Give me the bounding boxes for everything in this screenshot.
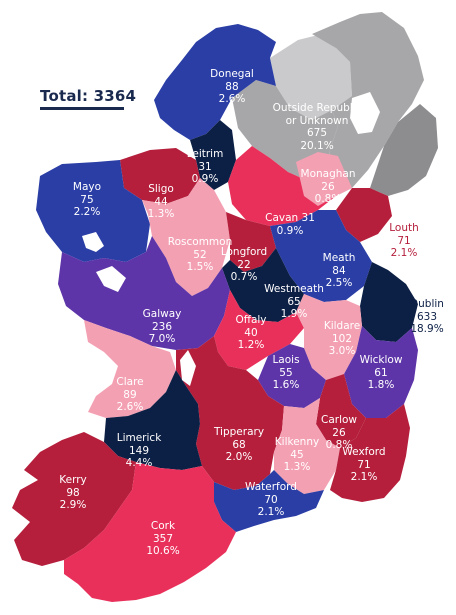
county-label-offaly xyxy=(235,314,266,352)
county-name: Leitrim xyxy=(186,148,224,160)
county-name: Galway xyxy=(142,308,182,320)
county-pct: 0.8% xyxy=(325,439,353,451)
county-count: 71 xyxy=(357,458,371,471)
county-count: 357 xyxy=(152,532,174,545)
county-label-limerick xyxy=(117,432,162,470)
county-name: Cavan 31 xyxy=(265,212,315,224)
county-name: Wexford xyxy=(342,446,386,458)
county-pct: 2.1% xyxy=(257,506,285,518)
county-name: Laois xyxy=(272,354,300,366)
county-count: 75 xyxy=(80,193,94,206)
county-label-wicklow xyxy=(360,354,403,392)
county-name: Dublin xyxy=(410,298,444,310)
county-count: 70 xyxy=(264,493,278,506)
county-pct: 2.0% xyxy=(225,451,253,463)
county-name: Kerry xyxy=(59,474,87,486)
county-label-wexford xyxy=(342,446,385,484)
county-pct: 1.8% xyxy=(367,379,395,391)
county-count: 61 xyxy=(374,366,388,379)
county-label-sligo xyxy=(148,183,175,221)
county-pct: 1.2% xyxy=(237,339,265,351)
county-count: 22 xyxy=(237,258,251,271)
county-name: Kildare xyxy=(323,320,361,332)
county-pct: 1.3% xyxy=(283,461,311,473)
county-label-monaghan xyxy=(301,168,356,206)
county-label-laois xyxy=(272,354,299,392)
county-label-longford xyxy=(221,246,267,284)
county-label-mayo xyxy=(73,181,101,219)
county-count: 633 xyxy=(416,310,438,323)
county-pct: 7.0% xyxy=(148,333,176,345)
county-name: Outside Republic xyxy=(272,102,362,114)
county-name: Tipperary xyxy=(213,426,265,438)
county-label-cavan xyxy=(265,212,315,237)
county-label-kilkenny xyxy=(275,436,319,474)
county-pct: 2.6% xyxy=(116,401,144,413)
county-count: 102 xyxy=(331,332,353,345)
county-pct: 2.1% xyxy=(390,247,418,259)
county-label-tipperary xyxy=(214,426,264,464)
county-pct: 1.3% xyxy=(147,208,175,220)
county-count: 149 xyxy=(128,444,150,457)
county-label-waterford xyxy=(245,481,297,519)
county-pct: 20.1% xyxy=(300,139,334,152)
county-pct: 0.9% xyxy=(191,173,219,185)
county-name: Carlow xyxy=(320,414,358,426)
county-name: Roscommon xyxy=(167,236,233,248)
county-count: 71 xyxy=(397,234,411,247)
county-name: Kilkenny xyxy=(274,436,320,448)
county-label-kerry xyxy=(59,474,87,512)
county-name: Westmeath xyxy=(264,283,324,295)
county-pct: 1.5% xyxy=(186,261,214,273)
county-label-galway xyxy=(143,308,182,346)
county-label-donegal xyxy=(210,68,254,106)
county-pct: 2.6% xyxy=(218,93,246,105)
county-count: 84 xyxy=(332,264,346,277)
county-count: 52 xyxy=(193,248,207,261)
county-name: Monaghan xyxy=(300,168,356,180)
county-label-meath xyxy=(323,252,356,290)
county-count: 26 xyxy=(332,426,346,439)
county-name: Offaly xyxy=(235,314,267,326)
total-label: Total: 3364 xyxy=(40,87,137,105)
county-pct: 2.2% xyxy=(73,206,101,218)
county-label-outside xyxy=(273,102,362,152)
county-count: 40 xyxy=(244,326,258,339)
county-label-louth xyxy=(389,222,419,260)
county-pct: 0.7% xyxy=(230,271,258,283)
county-count: 31 xyxy=(198,160,212,173)
county-count: 65 xyxy=(287,295,301,308)
county-name: Mayo xyxy=(72,181,102,193)
county-pct: 18.9% xyxy=(410,323,444,335)
county-label-leitrim xyxy=(187,148,224,186)
county-name: Cork xyxy=(150,520,176,532)
county-label-clare xyxy=(116,376,143,414)
county-pct: 2.1% xyxy=(350,471,378,483)
county-name: Clare xyxy=(116,376,144,388)
county-pct: 4.4% xyxy=(125,457,153,469)
county-count: 45 xyxy=(290,448,304,461)
county-label-kildare xyxy=(324,320,360,358)
county-name: or Unknown xyxy=(285,114,349,127)
county-count: 68 xyxy=(232,438,246,451)
county-count: 89 xyxy=(123,388,137,401)
county-name: Louth xyxy=(389,222,419,234)
county-label-dublin xyxy=(410,298,444,336)
county-count: 88 xyxy=(225,80,239,93)
county-name: Limerick xyxy=(116,432,162,444)
total-count xyxy=(40,86,136,105)
county-name: Donegal xyxy=(210,68,254,80)
county-pct: 0.8% xyxy=(314,193,342,205)
county-pct: 3.0% xyxy=(328,345,356,357)
county-name: Sligo xyxy=(148,183,174,195)
county-count: 26 xyxy=(321,180,335,193)
county-count: 236 xyxy=(151,320,173,333)
county-pct: 2.9% xyxy=(59,499,87,511)
county-pct: 1.6% xyxy=(272,379,300,391)
county-pct: 1.9% xyxy=(280,308,308,320)
county-name: Longford xyxy=(220,246,268,258)
county-pct: 10.6% xyxy=(146,545,180,557)
county-count: 675 xyxy=(306,127,328,139)
county-count: 98 xyxy=(66,486,80,499)
county-label-westmeath xyxy=(264,283,324,321)
county-name: Meath xyxy=(322,252,356,264)
county-name: Waterford xyxy=(245,481,297,493)
county-name: Wicklow xyxy=(359,354,403,366)
county-count: 55 xyxy=(279,366,293,379)
total-underline xyxy=(40,107,124,110)
county-count: 44 xyxy=(154,195,168,208)
county-label-cork xyxy=(146,520,179,558)
county-pct: 0.9% xyxy=(276,224,304,237)
county-pct: 2.5% xyxy=(325,277,353,289)
